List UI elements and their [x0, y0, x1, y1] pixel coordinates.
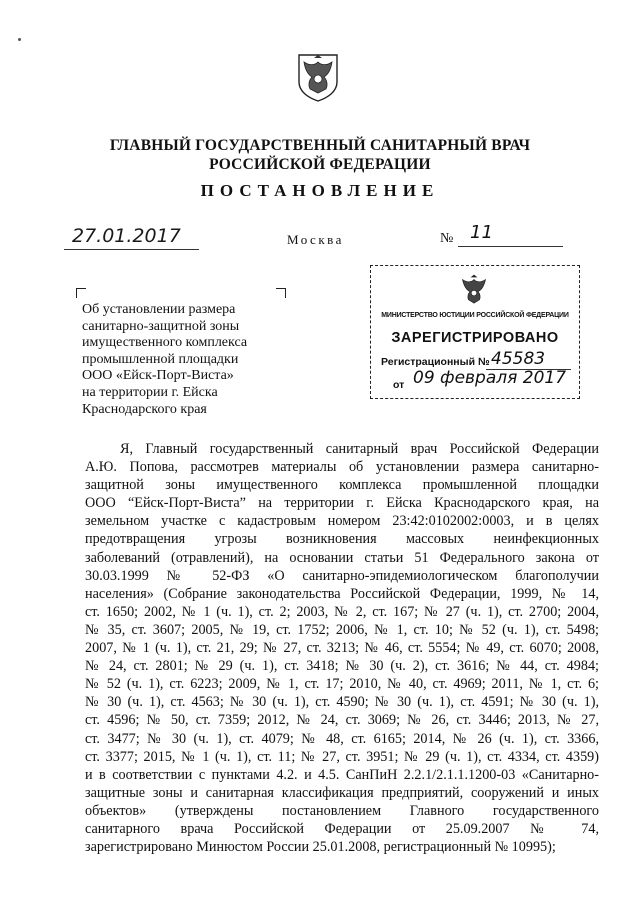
issuer-title-line2: РОССИЙСКОЙ ФЕДЕРАЦИИ [209, 156, 431, 173]
coat-of-arms-icon [295, 52, 341, 102]
body-line: № 30 (ч. 1), ст. 4563; № 30 (ч. 1), ст. 4590; № 30 (ч. 1), ст. 4591; № 30 (ч. 1), [85, 694, 599, 711]
stamp-reg-date: 09 февраля 2017 [413, 368, 567, 388]
body-line: А.Ю. Попова, рассмотрев материалы об установлении размера санитарно- [85, 459, 599, 476]
subject-line: ООО «Ейск-Порт-Виста» [82, 368, 234, 384]
body-line: Я, Главный государственный санитарный врач Российской Федерации [120, 441, 599, 457]
body-line: ООО “Ейск-Порт-Виста” на территории г. Ейска Краснодарского края, на [85, 495, 599, 512]
registration-stamp [370, 265, 580, 399]
subject-bracket-left [76, 288, 86, 298]
subject-bracket-right [276, 288, 286, 298]
document-city: Москва [287, 232, 344, 247]
body-line: населения» (Собрание законодательства Российской Федерации, 1999, № 14, [85, 585, 599, 602]
subject-line: Об установлении размера [82, 302, 236, 317]
stamp-registered: ЗАРЕГИСТРИРОВАНО [391, 330, 559, 346]
stamp-reg-number: 45583 [491, 349, 546, 369]
body-line: № 24, ст. 2801; № 29 (ч. 1), ст. 3418; № 30 (ч. 2), ст. 3616; № 44, ст. 4984; [85, 658, 599, 675]
issuer-title-line1: ГЛАВНЫЙ ГОСУДАРСТВЕННЫЙ САНИТАРНЫЙ ВРАЧ [109, 137, 531, 154]
body-line: ст. 3477; № 30 (ч. 1), ст. 4079; № 48, ст. 6165; 2014, № 26 (ч. 1), ст. 3366, [85, 730, 599, 747]
number-underline [458, 246, 563, 247]
body-line: санитарного врача Российской Федерации от 25.09.2007 № 74, [85, 820, 599, 837]
body-line: ст. 3377; 2015, № 1 (ч. 1), ст. 11; № 27, ст. 3951; № 29 (ч. 1), ст. 4334, ст. 4359) [85, 748, 599, 765]
body-line: № 35, ст. 3607; 2005, № 19, ст. 1752; 2006, № 1, ст. 10; № 52 (ч. 1), ст. 5498; [85, 621, 599, 638]
body-line: 30.03.1999 № 52-ФЗ «О санитарно-эпидемиологическом благополучии [85, 567, 599, 584]
subject-line: санитарно-защитной зоны [82, 318, 240, 334]
subject-line: на территории г. Ейска [82, 384, 218, 400]
body-line: 2007, № 1 (ч. 1), ст. 21, 29; № 27, ст. 3213; № 46, ст. 5554; № 49, ст. 6070; 2008, [85, 640, 599, 657]
body-line: предотвращения угрозы возникновения массовых неинфекционных [85, 531, 599, 548]
stamp-ministry: МИНИСТЕРСТВО ЮСТИЦИИ РОССИЙСКОЙ ФЕДЕРАЦИИ [381, 312, 569, 319]
scan-speck [18, 38, 21, 41]
body-line: защитные зоны и санитарная классификация предприятий, сооружений и иных [85, 784, 599, 801]
subject-line: промышленной площадки [82, 351, 239, 367]
stamp-from-label: от [393, 379, 405, 391]
body-line: № 52 (ч. 1), ст. 6223; 2009, № 1, ст. 17; 2010, № 40, ст. 4969; 2011, № 1, ст. 6; [85, 676, 599, 693]
stamp-eagle-icon [458, 274, 490, 308]
body-line: объектов» (утверждены постановлением Главного государственного [85, 802, 599, 819]
body-line: заболеваний (отравлений), на основании статьи 51 Федерального закона от [85, 549, 599, 566]
body-line: и в соответствии с пунктами 4.2. и 4.5. СанПиН 2.2.1/2.1.1.1200-03 «Санитарно- [85, 766, 599, 783]
stamp-reg-number-label: Регистрационный № [381, 356, 490, 368]
document-body [85, 440, 599, 856]
subject-line: имущественного комплекса [82, 335, 248, 351]
document-number: 11 [470, 222, 493, 243]
document-number-label: № [440, 231, 454, 246]
document-date: 27.01.2017 [72, 225, 181, 247]
document-subject [82, 302, 282, 418]
subject-line: Краснодарского края [82, 401, 207, 417]
document-type-title: ПОСТАНОВЛЕНИЕ [200, 181, 440, 200]
body-line: защитной зоны имущественного комплекса промышленной площадки [85, 477, 599, 494]
body-line: земельном участке с кадастровым номером 23:42:0102002:0003, и в целях [85, 513, 599, 530]
date-underline [64, 249, 199, 250]
body-line: ст. 4596; № 50, ст. 7359; 2012, № 24, ст. 3069; № 26, ст. 3446; 2013, № 27, [85, 712, 599, 729]
body-line: зарегистрировано Минюстом России 25.01.2008, регистрационный № 10995); [85, 839, 556, 856]
body-line: ст. 1650; 2002, № 1 (ч. 1), ст. 2; 2003, № 2, ст. 167; № 27 (ч. 1), ст. 2700; 2004, [85, 603, 599, 620]
